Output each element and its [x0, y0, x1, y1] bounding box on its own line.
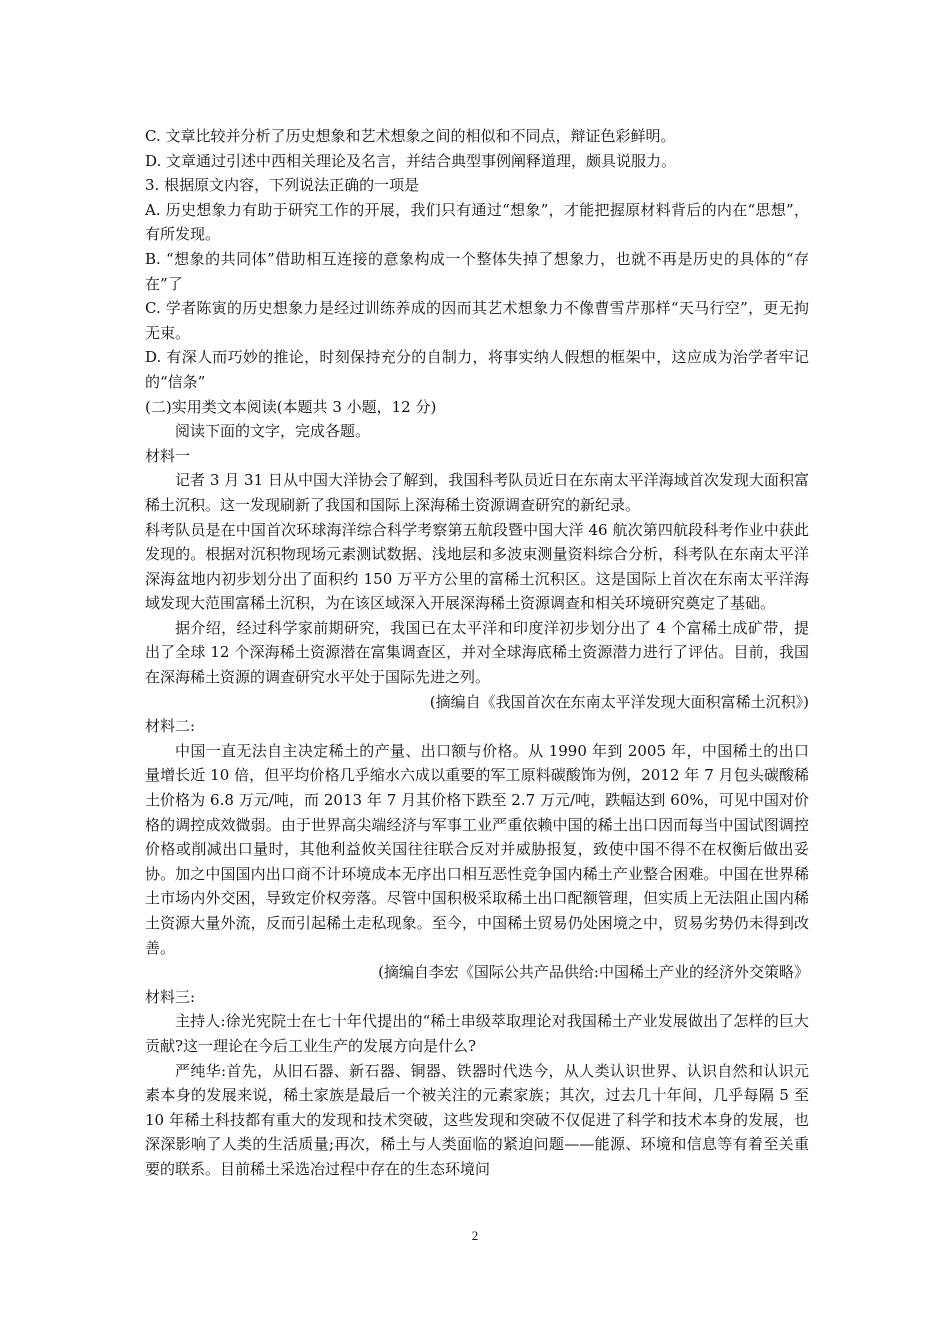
page-number: 2	[471, 1228, 479, 1243]
material3-label: 材料三:	[145, 987, 196, 1006]
material3-paragraph-1: 主持人:徐光宪院士在七十年代提出的“稀土串级萃取理论对我国稀土产业发展做出了怎样的巨大贡献?这一理论在今后工业生产的发展方向是什么?	[145, 1012, 809, 1055]
material3-paragraph-2: 严纯华:首先，从旧石器、新石器、铜器、铁器时代迭今，从人类认识世界、认识自然和认识元素本身的发展来说，稀土家族是最后一个被关注的元素家族；其次，过去几十年间，几乎每隔 5 至 10 年稀土科技都有重大的发现和技术突破，这些发现和突破不仅促进了科学和技术本身的发展，也深深影响了人类的生活质量;再次，稀土与人类面临的紧迫问题——能源、环境和信息等有着至关重要的联系。目前稀土采选冶过程中存在的生态环境问	[145, 1061, 809, 1178]
material1-paragraph-2: 科考队员是在中国首次环球海洋综合科学考察第五航段暨中国大洋 46 航次第四航段科考作业中获此发现的。根据对沉积物现场元素测试数据、浅地层和多波束测量资料综合分析，科考队在东南太平洋深海盆地内初步划分出了面积约 150 万平方公里的富稀土沉积区。这是国际上首次在东南太平洋海域发现大范围富稀土沉积，为在该区域深入开展深海稀土资源调查和相关环境研究奠定了基础。	[145, 520, 809, 613]
question3-option-d: D. 有深人而巧妙的推论，时刻保持充分的自制力，将事实纳人假想的框架中，这应成为治学者牢记的“信条”	[145, 348, 809, 391]
material2-label: 材料二:	[145, 717, 196, 736]
material2-source: (摘编自李宏《国际公共产品供给:中国稀土产业的经济外交策略》	[378, 963, 809, 982]
material1-source: (摘编自《我国首次在东南太平洋发现大面积富稀土沉积》)	[429, 692, 809, 711]
question3-option-b: B. “想象的共同体”借助相互连接的意象构成一个整体失掉了想象力，也就不再是历史的具体的“存在”了	[145, 249, 809, 293]
material2-paragraph-1: 中国一直无法自主决定稀土的产量、出口额与价格。从 1990 年到 2005 年，中国稀土的出口量增长近 10 倍，但平均价格几乎缩水六成以重要的军工原料碳酸饰为例，2012 年 7 月包头碳酸稀土价格为 6.8 万元/吨，而 2013 年 7 月其价格下跌至 2.7 万元/吨，跌幅达到 60%，可见中国对价格的调控成效微弱。由于世界高尖端经济与军事工业严重依赖中国的稀土出口因而每当中国试图调控价格或削减出口量时，其他利益攸关国往往联合反对并威胁报复，致使中国不得不在权衡后做出妥协。加之中国国内出口商不计环境成本无序出口相互恶性竞争国内稀土产业整合困难。中国在世界稀土市场内外交困，导致定价权旁落。尽管中国积极采取稀土出口配额管理，但实质上无法阻止国内稀土资源大量外流，反而引起稀土走私现象。至今，中国稀土贸易仍处困境之中，贸易劣势仍未得到改善。	[145, 741, 809, 957]
question3-option-a: A. 历史想象力有助于研究工作的开展，我们只有通过“想象”，才能把握原材料背后的内在“思想”，有所发现。	[145, 200, 809, 244]
material1-label: 材料一	[145, 446, 191, 465]
page-body	[145, 124, 809, 1182]
question2-option-d: D. 文章通过引述中西相关理论及名言，并结合典型事例阐释道理，颇具说服力。	[145, 151, 677, 170]
section2-heading: (二)实用类文本阅读(本题共 3 小题，12 分)	[145, 397, 437, 416]
question3-option-c: C. 学者陈寅的历史想象力是经过训练养成的因而其艺术想象力不像曹雪芹那样“天马行空”，更无拘无束。	[145, 299, 809, 342]
section2-instruction: 阅读下面的文字，完成各题。	[175, 422, 371, 441]
question3-stem: 3. 根据原文内容，下列说法正确的一项是	[145, 176, 420, 195]
question2-option-c: C. 文章比较并分析了历史想象和艺术想象之间的相似和不同点，辩证色彩鲜明。	[145, 127, 676, 145]
material1-paragraph-1: 记者 3 月 31 日从中国大洋协会了解到，我国科考队员近日在东南太平洋海域首次发现大面积富稀土沉积。这一发现刷新了我国和国际上深海稀土资源调查研究的新纪录。	[145, 471, 809, 514]
material1-paragraph-3: 据介绍，经过科学家前期研究，我国已在太平洋和印度洋初步划分出了 4 个富稀土成矿带，提出了全球 12 个深海稀土资源潜在富集调查区，并对全球海底稀土资源潜力进行了评估。目前，我国在深海稀土资源的调查研究水平处于国际先进之列。	[145, 618, 809, 687]
